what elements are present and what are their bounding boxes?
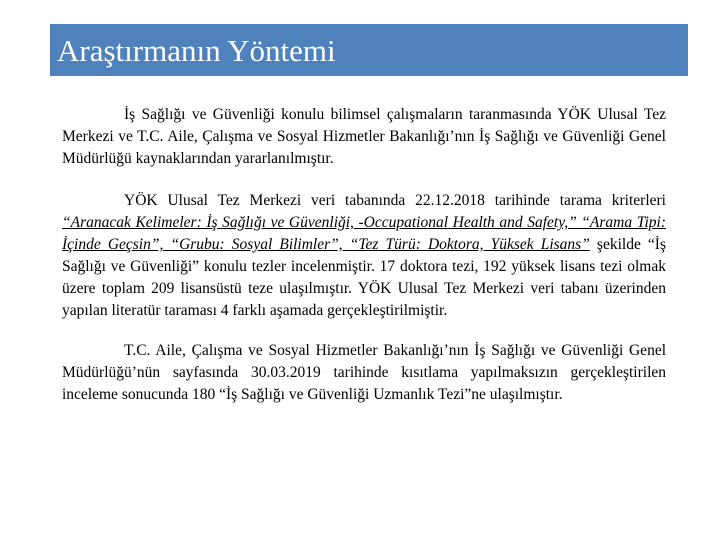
slide-title: Araştırmanın Yöntemi — [57, 32, 336, 68]
paragraph-yok-intro: YÖK Ulusal Tez Merkezi veri tabanında 22.12.2018 tarihinde tarama kriterleri — [124, 192, 666, 209]
paragraph-yok-rest: şekilde “İş Sağlığı ve Güvenliği” konulu tezler incelenmiştir. 17 doktora tezi, 192 yüksek lisans tezi olmak üzere toplam 209 lisansüstü teze ulaşılmıştır. YÖK Ulusal Tez Merkezi veri tabanı üzerinden yapılan literatür taraması 4 farklı aşamada gerçekleştirilmiştir. — [62, 236, 666, 319]
slide-body — [62, 104, 666, 426]
search-criteria-text: “Aranacak Kelimeler: İş Sağlığı ve Güvenliği, -Occupational Health and Safety,” “Arama Tipi: İçinde Geçsin”, “Grubu: Sosyal Bilimler”, “Tez Türü: Doktora, Yüksek Lisans” — [62, 214, 666, 253]
paragraph-yok-search — [62, 190, 666, 322]
paragraph-sources: İş Sağlığı ve Güvenliği konulu bilimsel çalışmaların taranmasında YÖK Ulusal Tez Merkezi ve T.C. Aile, Çalışma ve Sosyal Hizmetler Bakanlığı’nın İş Sağlığı ve Güvenliği Genel Müdürlüğü kaynaklarından yararlanılmıştır. — [62, 106, 666, 167]
title-bar — [50, 24, 688, 76]
paragraph-ministry-search: T.C. Aile, Çalışma ve Sosyal Hizmetler Bakanlığı’nın İş Sağlığı ve Güvenliği Genel Müdürlüğü’nün sayfasında 30.03.2019 tarihinde kısıtlama yapılmaksızın gerçekleştirilen inceleme sonucunda 180 “İş Sağlığı ve Güvenliği Uzmanlık Tezi”ne ulaşılmıştır. — [62, 342, 666, 403]
